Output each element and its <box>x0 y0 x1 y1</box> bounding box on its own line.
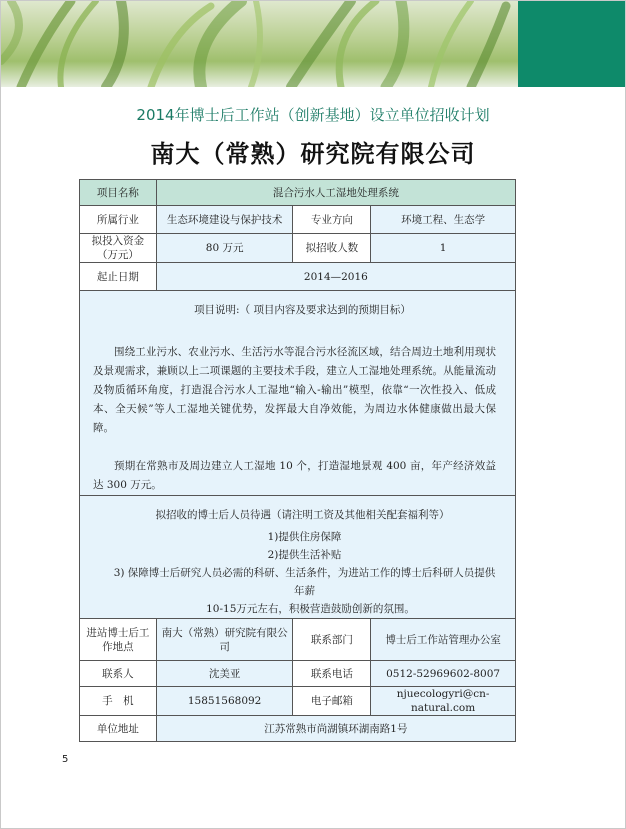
benefit-salary-line1: 3) 保障博士后研究人员必需的科研、生活条件，为进站工作的博士后科研人员提供年薪 <box>113 567 496 597</box>
benefits-row <box>80 496 516 619</box>
period-value: 2014—2016 <box>156 263 515 291</box>
benefit-allowance: 2)提供生活补贴 <box>267 549 342 561</box>
dept-value: 博士后工作站管理办公室 <box>371 619 516 661</box>
benefit-housing: 1)提供住房保障 <box>267 531 342 543</box>
person-row <box>80 661 516 687</box>
location-row <box>80 619 516 661</box>
description-paragraph: 围绕工业污水、农业污水、生活污水等混合污水径流区域，结合周边土地利用现状及景观需求，兼顾以上二项课题的主要技术手段，建立人工湿地处理系统。从能量流动及物质循环角度，打造混合污水人工湿地“输入-输出”模型，依靠“一次性投入、低成本、全天候”等人工湿地关键优势，发挥最大自净效能，为周边水体健康做出最大保障。 <box>93 346 496 434</box>
address-row <box>80 716 516 742</box>
project-name-label: 项目名称 <box>80 180 157 206</box>
direction-value: 环境工程、生态学 <box>371 206 516 234</box>
benefit-salary-line2: 10-15万元左右，积极营造鼓励创新的氛围。 <box>206 603 415 615</box>
project-name-value: 混合污水人工湿地处理系统 <box>156 180 515 206</box>
grass-banner-image <box>1 1 518 87</box>
industry-label: 所属行业 <box>80 206 157 234</box>
period-label: 起止日期 <box>80 263 157 291</box>
recruitment-table <box>79 179 516 742</box>
mobile-value: 15851568092 <box>156 687 293 716</box>
recruit-label: 拟招收人数 <box>293 234 371 263</box>
grass-leaves-graphic <box>1 1 518 87</box>
email-label: 电子邮箱 <box>293 687 371 716</box>
benefits-title: 拟招收的博士后人员待遇（请注明工资及其他相关配套福利等） <box>155 509 450 521</box>
email-value: njuecologyri@cn-natural.com <box>371 687 516 716</box>
recruit-value: 1 <box>371 234 516 263</box>
funding-label: 拟投入资金（万元） <box>80 234 157 263</box>
benefits-cell <box>80 496 516 619</box>
benefit-salary <box>109 564 500 618</box>
address-label: 单位地址 <box>80 716 157 742</box>
industry-value: 生态环境建设与保护技术 <box>156 206 293 234</box>
plan-subtitle: 2014年博士后工作站（创新基地）设立单位招收计划 <box>136 106 490 124</box>
mobile-label: 手 机 <box>80 687 157 716</box>
dept-label: 联系部门 <box>293 619 371 661</box>
period-row <box>80 263 516 291</box>
project-name-row <box>80 180 516 206</box>
page-number: 5 <box>62 754 69 765</box>
company-title: 南大（常熟）研究院有限公司 <box>150 140 476 168</box>
teal-corner-block <box>518 1 625 87</box>
description-cell <box>80 291 516 496</box>
expected-goal-paragraph: 预期在常熟市及周边建立人工湿地 10 个，打造湿地景观 400 亩，年产经济效益达 300 万元。 <box>93 460 496 491</box>
funding-value: 80 万元 <box>156 234 293 263</box>
industry-row <box>80 206 516 234</box>
person-value: 沈美亚 <box>156 661 293 687</box>
direction-label: 专业方向 <box>293 206 371 234</box>
description-row <box>80 291 516 496</box>
mobile-row <box>80 687 516 716</box>
phone-label: 联系电话 <box>293 661 371 687</box>
address-value: 江苏常熟市尚湖镇环湖南路1号 <box>156 716 515 742</box>
phone-value: 0512-52969602-8007 <box>371 661 516 687</box>
location-value: 南大（常熟）研究院有限公司 <box>156 619 293 661</box>
description-title: 项目说明:（ 项目内容及要求达到的预期目标） <box>194 304 411 316</box>
funding-row <box>80 234 516 263</box>
person-label: 联系人 <box>80 661 157 687</box>
location-label: 进站博士后工作地点 <box>80 619 157 661</box>
